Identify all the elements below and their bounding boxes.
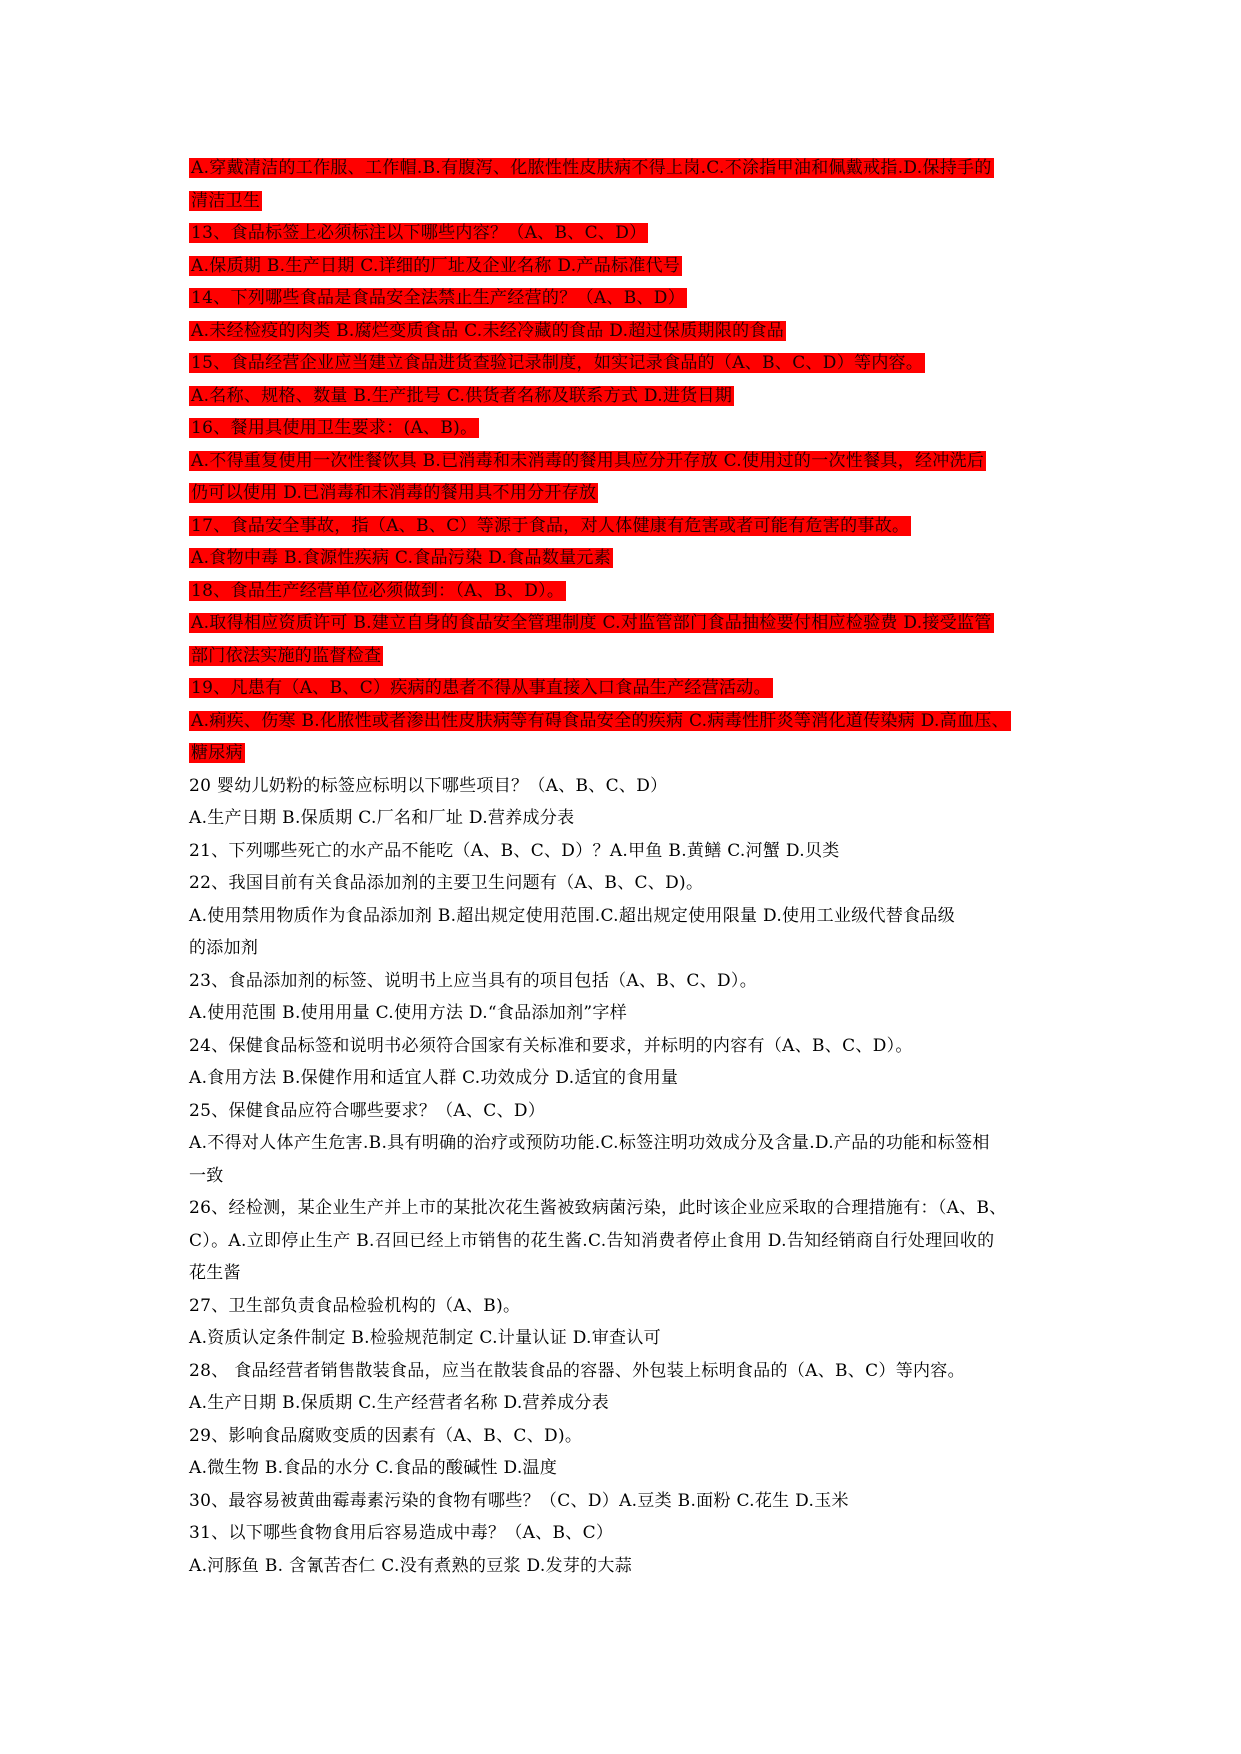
highlighted-text-line [189,217,648,249]
text-line [189,867,703,899]
line-text: 17、食品安全事故，指（A、B、C）等源于食品，对人体健康有危害或者可能有危害的事故。 [191,515,910,536]
text-line [189,1290,520,1322]
highlighted-text-line [189,380,734,412]
highlighted-text-line [189,445,986,477]
text-line [189,1387,609,1419]
highlighted-text-line [189,737,245,769]
text-line [189,997,627,1029]
highlighted-text-line [189,347,925,379]
text-line [189,1322,661,1354]
text-line [189,1257,241,1289]
line-text: 30、最容易被黄曲霉毒素污染的食物有哪些？（C、D）A.豆类 B.面粉 C.花生 D.玉米 [189,1490,849,1511]
line-text: A.穿戴清洁的工作服、工作帽.B.有腹泻、化脓性性皮肤病不得上岗.C.不涂指甲油和佩戴戒指.D.保持手的 [191,158,992,178]
line-text: A.未经检疫的肉类 B.腐烂变质食品 C.未经冷藏的食品 D.超过保质期限的食品 [191,320,785,341]
line-text: 21、下列哪些死亡的水产品不能吃（A、B、C、D）？A.甲鱼 B.黄鳝 C.河蟹 D.贝类 [189,840,840,861]
line-text: 花生酱 [189,1263,241,1283]
text-line [189,965,757,997]
text-line [189,802,574,834]
line-text: 一致 [189,1165,224,1186]
line-text: 25、保健食品应符合哪些要求？（A、C、D） [189,1100,546,1121]
line-text: A.使用范围 B.使用用量 C.使用方法 D.“食品添加剂”字样 [189,1003,628,1023]
text-line [189,770,667,802]
line-text: A.取得相应资质许可 B.建立自身的食品安全管理制度 C.对监管部门食品抽检要付相应检验费 D.接受监管 [191,613,992,633]
line-text: 清洁卫生 [191,190,261,211]
highlighted-text-line [189,315,786,347]
line-text: 26、经检测，某企业生产并上市的某批次花生酱被致病菌污染，此时该企业应采取的合理措施有：（A、B、 [189,1198,1007,1218]
text-line [189,1062,678,1094]
line-text: 18、食品生产经营单位必须做到：（A、B、D）。 [191,580,565,601]
line-text: A.不得重复使用一次性餐饮具 B.已消毒和未消毒的餐用具应分开存放 C.使用过的一次性餐具，经冲洗后 [191,450,985,471]
text-line [189,1160,224,1192]
line-text: A.生产日期 B.保质期 C.厂名和厂址 D.营养成分表 [189,808,575,828]
line-text: A.保质期 B.生产日期 C.详细的厂址及企业名称 D.产品标准代号 [191,255,681,276]
line-text: 糖尿病 [191,743,243,763]
line-text: 23、食品添加剂的标签、说明书上应当具有的项目包括（A、B、C、D）。 [189,970,758,991]
line-text: A.不得对人体产生危害.B.具有明确的治疗或预防功能.C.标签注明功效成分及含量.D.产品的功能和标签相 [189,1133,990,1153]
highlighted-text-line [189,575,566,607]
text-line [189,900,955,932]
line-text: 31、以下哪些食物食用后容易造成中毒？（A、B、C） [189,1523,614,1543]
line-text: A.名称、规格、数量 B.生产批号 C.供货者名称及联系方式 D.进货日期 [191,385,733,406]
text-line [189,1485,849,1517]
highlighted-text-line [189,640,383,672]
line-text: A.资质认定条件制定 B.检验规范制定 C.计量认证 D.审查认可 [189,1328,661,1348]
line-text: 部门依法实施的监督检查 [191,645,382,666]
line-text: A.食用方法 B.保健作用和适宜人群 C.功效成分 D.适宜的食用量 [189,1068,679,1088]
line-text: 19、凡患有（A、B、C）疾病的患者不得从事直接入口食品生产经营活动。 [191,678,771,698]
text-line [189,1225,994,1257]
line-text: 24、保健食品标签和说明书必须符合国家有关标准和要求，并标明的内容有（A、B、C、D）。 [189,1035,913,1056]
highlighted-text-line [189,477,598,509]
line-text: 13、食品标签上必须标注以下哪些内容？（A、B、C、D） [191,223,647,243]
line-text: 29、影响食品腐败变质的因素有（A、B、C、D)。 [189,1425,583,1446]
line-text: A.痢疾、伤寒 B.化脓性或者渗出性皮肤病等有碍食品安全的疾病 C.病毒性肝炎等消化道传染病 D.高血压、 [191,710,1009,731]
highlighted-text-line [189,542,613,574]
text-line [189,1420,582,1452]
highlighted-text-line [189,672,773,704]
line-text: 仍可以使用 D.已消毒和未消毒的餐用具不用分开存放 [191,483,597,503]
highlighted-text-line [189,282,687,314]
line-text: 20 婴幼儿奶粉的标签应标明以下哪些项目？（A、B、C、D） [189,775,668,796]
line-text: C）。A.立即停止生产 B.召回已经上市销售的花生酱.C.告知消费者停止食用 D.告知经销商自行处理回收的 [189,1230,995,1251]
text-line [189,1452,557,1484]
text-line [189,932,258,964]
line-text: 15、食品经营企业应当建立食品进货查验记录制度，如实记录食品的（A、B、C、D）等内容。 [191,353,924,373]
highlighted-text-line [189,152,994,184]
text-line [189,1030,913,1062]
line-text: A.河豚鱼 B. 含氰苦杏仁 C.没有煮熟的豆浆 D.发芽的大蒜 [189,1555,633,1576]
line-text: 28、 食品经营者销售散装食品，应当在散装食品的容器、外包装上标明食品的（A、B、C）等内容。 [189,1360,965,1381]
line-text: 22、我国目前有关食品添加剂的主要卫生问题有（A、B、C、D)。 [189,873,704,893]
text-line [189,1550,632,1582]
line-text: 的添加剂 [189,938,259,958]
highlighted-text-line [189,705,1011,737]
highlighted-text-line [189,250,682,282]
line-text: 16、餐用具使用卫生要求：(A、B)。 [191,418,478,438]
line-text: 27、卫生部负责食品检验机构的（A、B)。 [189,1295,521,1316]
line-text: 14、下列哪些食品是食品安全法禁止生产经营的？（A、B、D） [191,288,686,308]
highlighted-text-line [189,185,262,217]
text-line [189,1127,990,1159]
line-text: A.微生物 B.食品的水分 C.食品的酸碱性 D.温度 [189,1458,558,1478]
highlighted-text-line [189,412,479,444]
line-text: A.生产日期 B.保质期 C.生产经营者名称 D.营养成分表 [189,1393,610,1413]
text-line [189,1095,545,1127]
text-line [189,1355,965,1387]
highlighted-text-line [189,510,911,542]
text-line [189,835,840,867]
highlighted-text-line [189,607,994,639]
text-line [189,1192,1007,1224]
line-text: A.食物中毒 B.食源性疾病 C.食品污染 D.食品数量元素 [191,548,612,568]
text-line [189,1517,613,1549]
line-text: A.使用禁用物质作为食品添加剂 B.超出规定使用范围.C.超出规定使用限量 D.使用工业级代替食品级 [189,905,956,926]
